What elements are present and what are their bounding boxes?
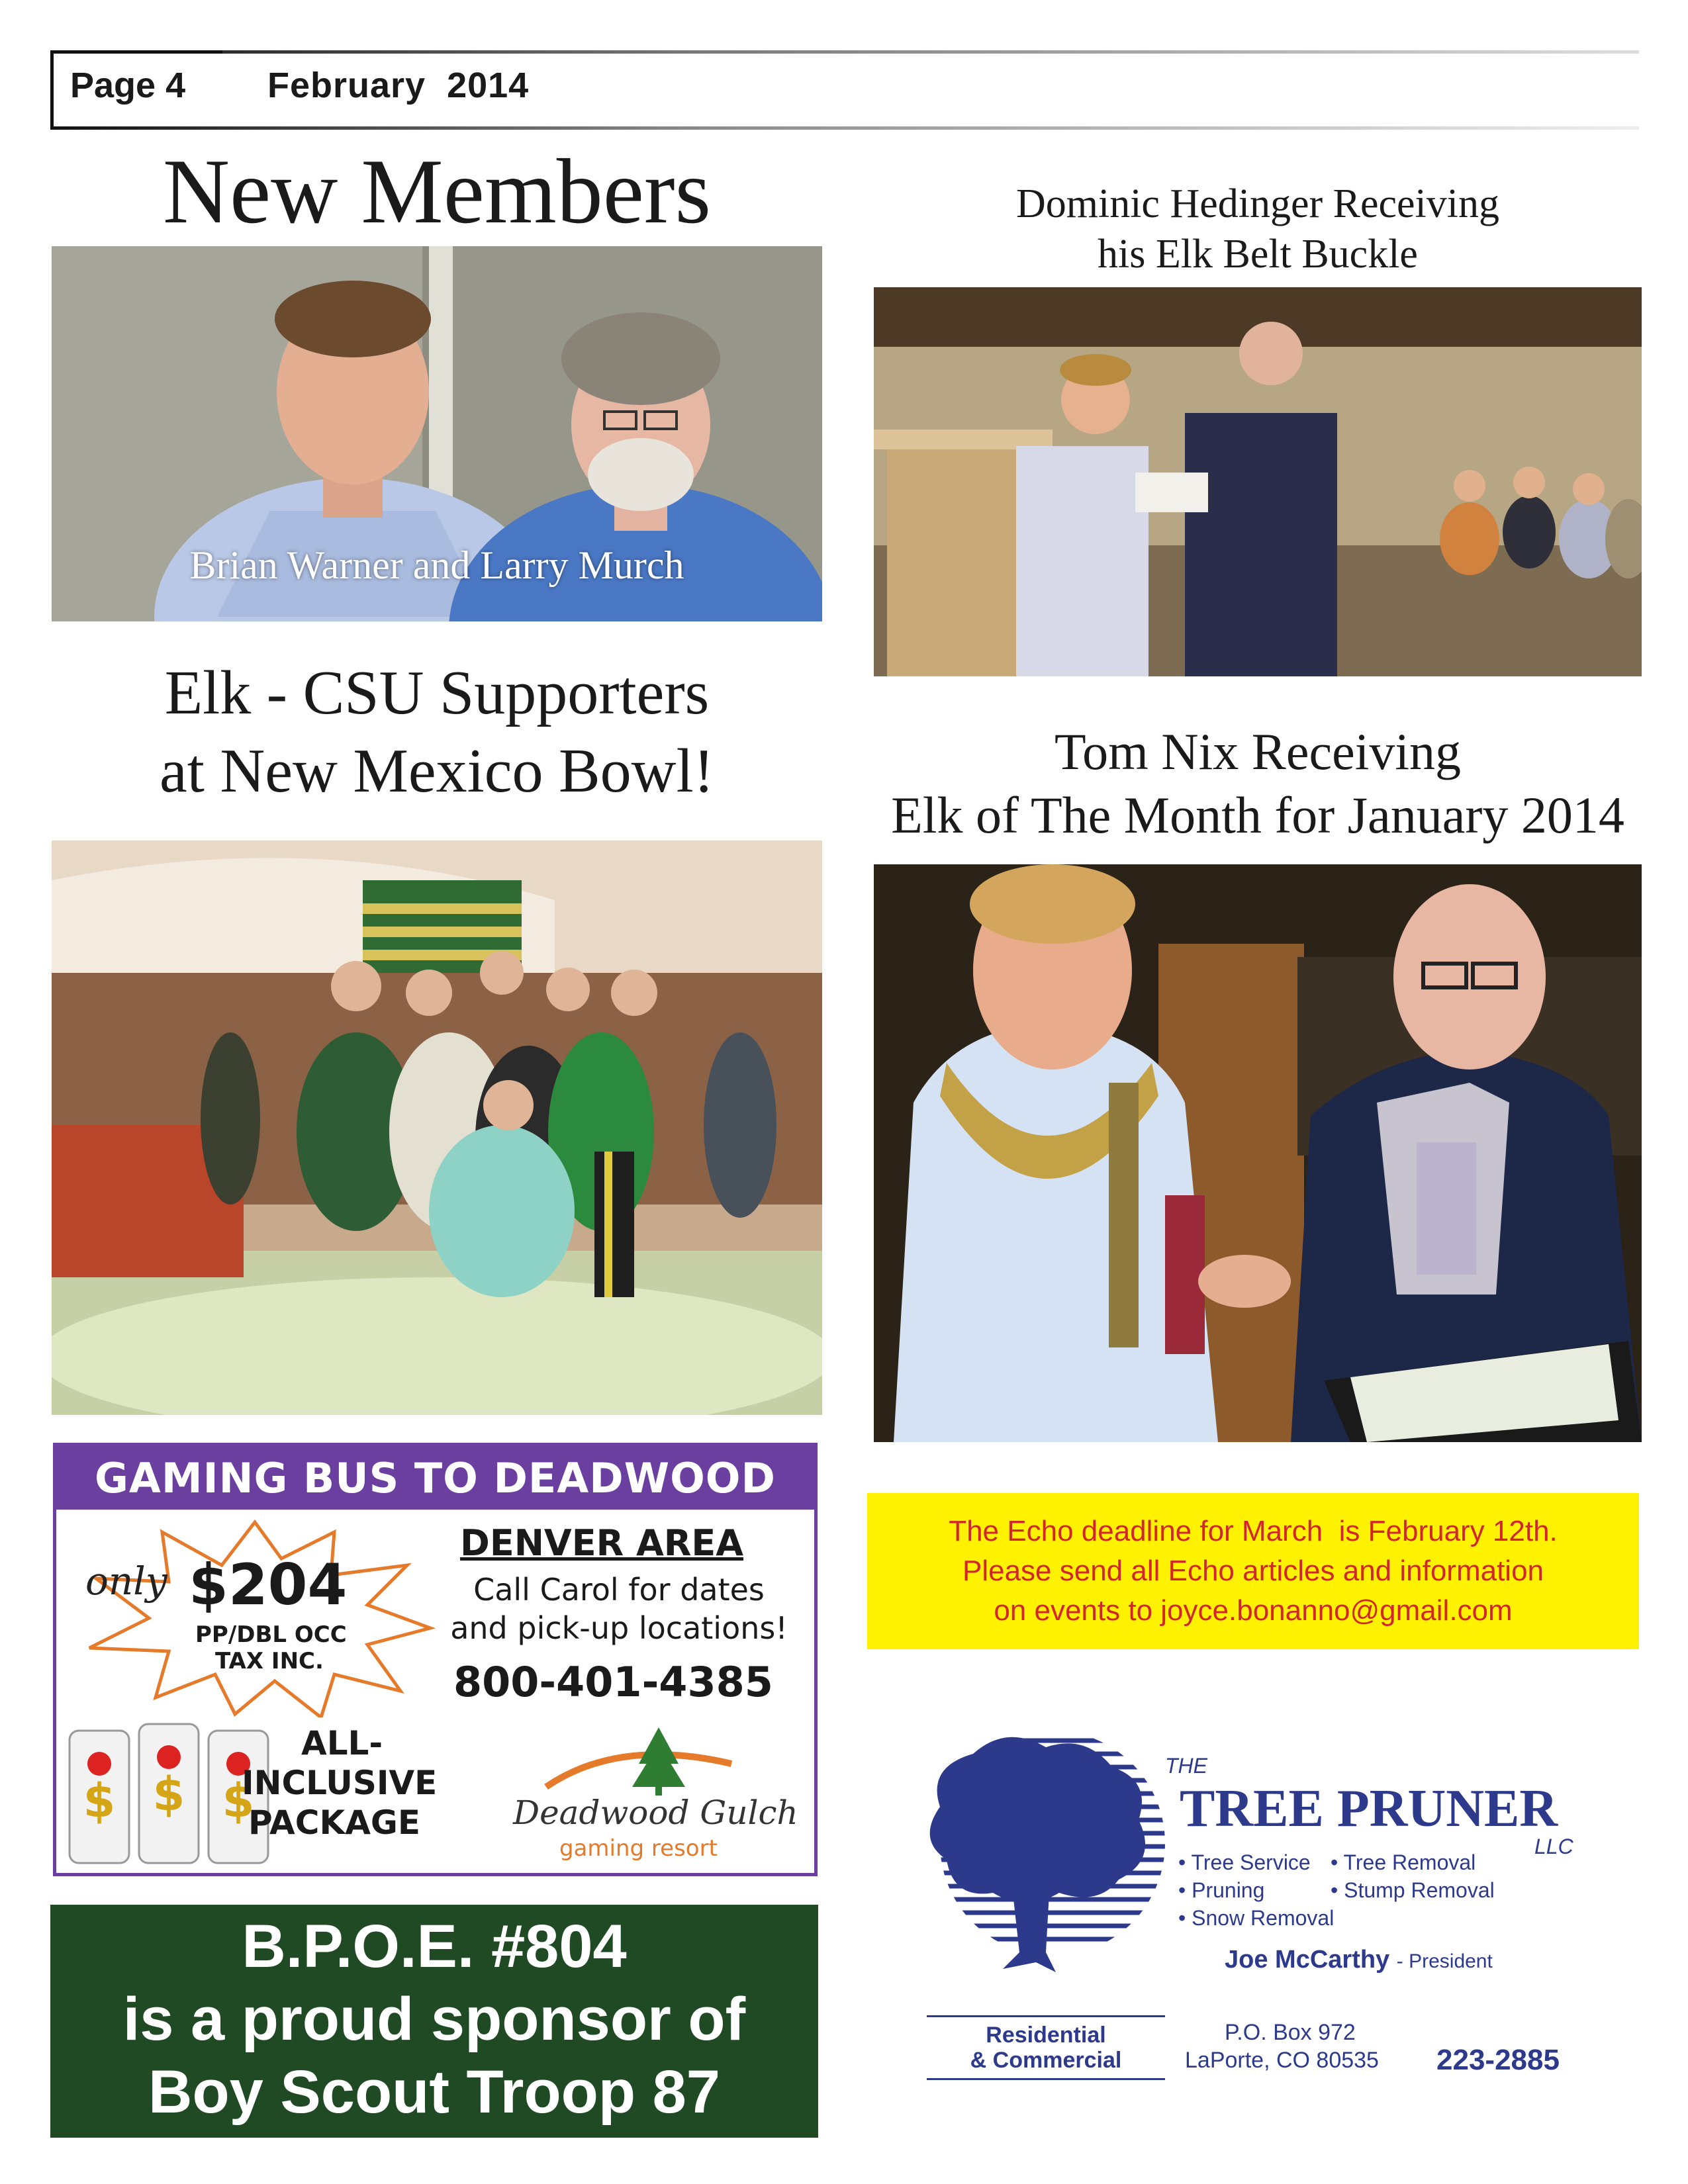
echo-line2: Please send all Echo articles and information: [962, 1555, 1544, 1587]
tp-owner-name: Joe McCarthy: [1225, 1946, 1390, 1974]
new-members-caption: Brian Warner and Larry Murch: [189, 543, 684, 587]
new-members-photo: [52, 246, 822, 621]
tp-the: THE: [1165, 1754, 1207, 1778]
call-line1: Call Carol for dates: [473, 1572, 765, 1608]
tom-nix-title-line1: Tom Nix Receiving: [1054, 723, 1462, 780]
starburst-icon: [70, 1519, 440, 1717]
tp-city: LaPorte, CO 80535: [1185, 2048, 1379, 2073]
tp-res-line1: Residential: [986, 2023, 1106, 2048]
scout-line3: Boy Scout Troop 87: [148, 2058, 720, 2126]
echo-line1: The Echo deadline for March is February 12th.: [949, 1515, 1558, 1547]
tp-residential: [927, 2023, 1165, 2073]
brand-name: Deadwood Gulch: [513, 1794, 798, 1832]
svg-text:$: $: [222, 1774, 255, 1828]
tp-owner: [1225, 1946, 1493, 1974]
bus-ad-headline: GAMING BUS TO DEADWOOD: [56, 1446, 814, 1510]
tree-logo-icon: [914, 1727, 1178, 1979]
tom-nix-title-line2: Elk of The Month for January 2014: [891, 786, 1624, 844]
issue-date: February 2014: [267, 66, 530, 105]
call-line2: and pick-up locations!: [450, 1610, 788, 1646]
tp-phone[interactable]: 223-2885: [1436, 2044, 1560, 2076]
tp-service-stump-removal: • Stump Removal: [1331, 1878, 1495, 1902]
tree-pruner-ad[interactable]: [914, 1727, 1628, 2098]
page-number: Page 4: [70, 66, 186, 105]
tp-llc: LLC: [1534, 1835, 1573, 1858]
price-occupancy: PP/DBL OCC: [195, 1621, 347, 1648]
tom-nix-photo: [874, 864, 1642, 1442]
svg-text:$: $: [152, 1767, 185, 1821]
dominic-title-line1: Dominic Hedinger Receiving: [1015, 181, 1499, 226]
bus-phone: 800-401-4385: [453, 1658, 773, 1706]
csu-title: [53, 654, 821, 810]
csu-title-line2: at New Mexico Bowl!: [160, 737, 714, 805]
tom-nix-title: [872, 720, 1643, 847]
tp-service-tree-removal: • Tree Removal: [1331, 1850, 1476, 1874]
dominic-title-line2: his Elk Belt Buckle: [1098, 232, 1418, 277]
denver-area: DENVER AREA: [460, 1522, 744, 1564]
tp-service-snow-removal: • Snow Removal: [1178, 1906, 1335, 1930]
tp-service-pruning: • Pruning: [1178, 1878, 1265, 1902]
price-only: only: [85, 1559, 167, 1604]
dominic-title: [874, 179, 1642, 279]
tp-divider-top: [927, 2015, 1165, 2017]
scout-line1: B.P.O.E. #804: [242, 1913, 627, 1980]
echo-line3[interactable]: on events to joyce.bonanno@gmail.com: [994, 1594, 1513, 1627]
package-line1: ALL-: [301, 1724, 383, 1762]
gaming-bus-ad[interactable]: [53, 1443, 818, 1876]
scout-sponsor-banner: [50, 1905, 818, 2138]
new-members-title: New Members: [162, 140, 712, 243]
price-tax: TAX INC.: [215, 1648, 324, 1674]
csu-supporters-photo: [52, 841, 822, 1415]
header-rule-top: [50, 50, 1639, 54]
header-rule-bottom: [50, 126, 1639, 130]
tp-po-box: P.O. Box 972: [1225, 2020, 1356, 2045]
csu-title-line1: Elk - CSU Supporters: [164, 659, 710, 727]
tp-owner-title: - President: [1396, 1950, 1493, 1972]
brand-tagline: gaming resort: [559, 1835, 718, 1862]
package-line3: PACKAGE: [248, 1803, 421, 1842]
price-value: $204: [189, 1552, 348, 1618]
deadwood-gulch-logo: [539, 1724, 738, 1797]
tp-divider-bottom: [927, 2078, 1165, 2080]
tp-service-tree-service: • Tree Service: [1178, 1850, 1311, 1874]
package-line2: INCLUSIVE: [242, 1764, 438, 1802]
scout-line2: is a proud sponsor of: [122, 1985, 746, 2053]
svg-text:$: $: [83, 1774, 116, 1828]
tp-name: TREE PRUNER: [1180, 1780, 1558, 1838]
dominic-photo: [874, 287, 1642, 676]
tp-res-line2: & Commercial: [970, 2048, 1122, 2073]
echo-deadline-notice: [867, 1493, 1639, 1649]
